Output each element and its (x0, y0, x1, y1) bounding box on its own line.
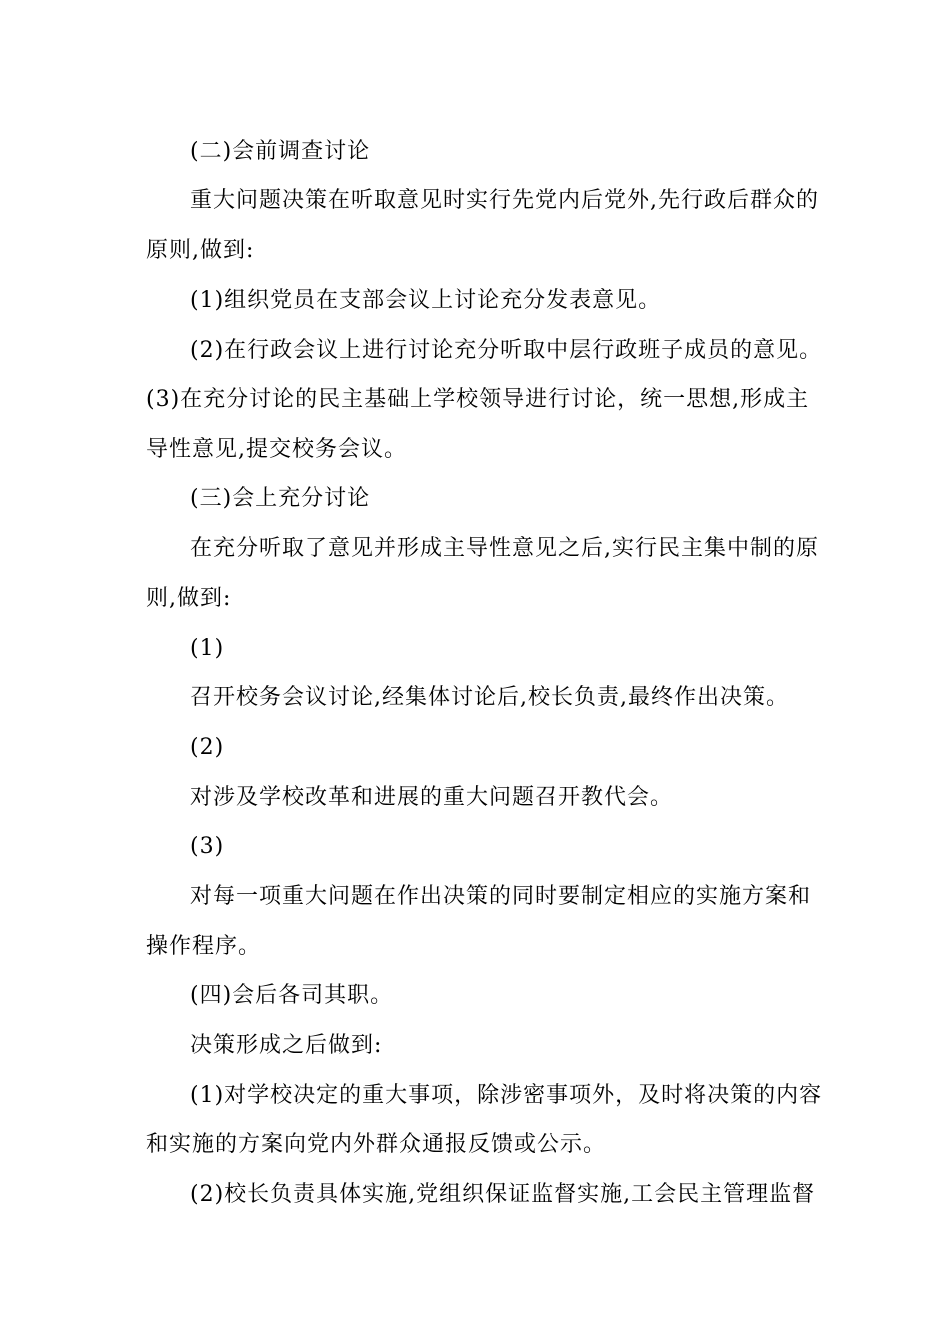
list-marker: (3) (190, 834, 225, 859)
list-item: (1)组织党员在支部会议上讨论充分发表意见。 (190, 288, 662, 313)
paragraph-line: 决策形成之后做到: (190, 1033, 383, 1058)
list-marker: (1) (190, 636, 225, 661)
paragraph-line: 重大问题决策在听取意见时实行先党内后党外,先行政后群众的 (190, 188, 819, 213)
list-item: 对涉及学校改革和进展的重大问题召开教代会。 (190, 785, 674, 810)
section-heading-2: (二)会前调查讨论 (190, 139, 371, 164)
paragraph-line: 原则,做到: (146, 238, 255, 263)
paragraph-line: 和实施的方案向党内外群众通报反馈或公示。 (146, 1132, 607, 1157)
list-item: 召开校务会议讨论,经集体讨论后,校长负责,最终作出决策。 (190, 685, 789, 710)
paragraph-line: 导性意见,提交校务会议。 (146, 437, 407, 462)
paragraph-line: 操作程序。 (146, 934, 262, 959)
paragraph-line: 则,做到: (146, 586, 232, 611)
section-heading-3: (三)会上充分讨论 (190, 486, 371, 511)
list-item: 对每一项重大问题在作出决策的同时要制定相应的实施方案和 (190, 884, 812, 909)
list-marker: (2) (190, 735, 225, 760)
section-heading-4: (四)会后各司其职。 (190, 983, 394, 1008)
list-item: (2)在行政会议上进行讨论充分听取中层行政班子成员的意见。 (190, 338, 823, 363)
list-item: (3)在充分讨论的民主基础上学校领导进行讨论，统一思想,形成主 (146, 387, 810, 412)
list-item: (1)对学校决定的重大事项，除涉密事项外，及时将决策的内容 (190, 1083, 823, 1108)
list-item: (2)校长负责具体实施,党组织保证监督实施,工会民主管理监督 (190, 1182, 816, 1207)
paragraph-line: 在充分听取了意见并形成主导性意见之后,实行民主集中制的原 (190, 536, 819, 561)
